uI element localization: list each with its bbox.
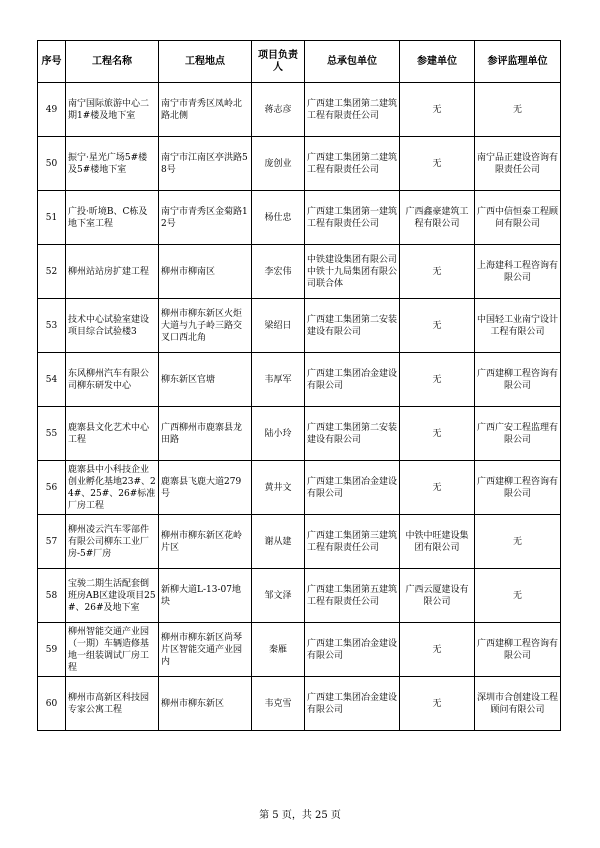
cell-project-name: 鹿寨县文化艺术中心工程 [66,407,159,461]
cell-participating-unit: 无 [400,461,475,515]
cell-participating-unit: 无 [400,623,475,677]
cell-project-manager: 韦厚军 [252,353,305,407]
cell-project-manager: 梁绍日 [252,299,305,353]
cell-project-manager: 谢从建 [252,515,305,569]
cell-participating-unit: 无 [400,677,475,731]
table-row [38,569,561,623]
cell-index: 57 [38,515,66,569]
cell-project-manager: 黄井文 [252,461,305,515]
cell-index: 54 [38,353,66,407]
cell-location: 柳州市柳东新区 [159,677,252,731]
cell-location: 柳州市柳东新区花岭片区 [159,515,252,569]
cell-general-contractor: 广西建工集团第二安装建设有限公司 [305,407,400,461]
cell-project-name: 柳州凌云汽车零部件有限公司柳东工业厂房-5#厂房 [66,515,159,569]
table-row [38,137,561,191]
cell-project-name: 振宁·星光广场5#楼及5#楼地下室 [66,137,159,191]
table-row [38,245,561,299]
table-row [38,407,561,461]
cell-location: 广西柳州市鹿寨县龙田路 [159,407,252,461]
cell-general-contractor: 广西建工集团冶金建设有限公司 [305,623,400,677]
header-project-name: 工程名称 [66,41,159,83]
table-row [38,191,561,245]
cell-general-contractor: 广西建工集团第二建筑工程有限责任公司 [305,137,400,191]
cell-supervision-unit: 广西建柳工程咨询有限公司 [475,353,561,407]
cell-supervision-unit: 中国轻工业南宁设计工程有限公司 [475,299,561,353]
cell-general-contractor: 广西建工集团第三建筑工程有限责任公司 [305,515,400,569]
cell-index: 60 [38,677,66,731]
cell-project-manager: 邹文泽 [252,569,305,623]
cell-index: 51 [38,191,66,245]
cell-location: 南宁市江南区亭洪路58号 [159,137,252,191]
cell-project-manager: 韦克雪 [252,677,305,731]
cell-location: 柳州市柳东新区火炬大道与九子岭三路交叉口西北角 [159,299,252,353]
cell-index: 50 [38,137,66,191]
table-header-row [38,41,561,83]
cell-general-contractor: 广西建工集团冶金建设有限公司 [305,677,400,731]
project-table [37,40,561,731]
header-participating-unit: 参建单位 [400,41,475,83]
table-row [38,623,561,677]
cell-participating-unit: 广西云厦建设有限公司 [400,569,475,623]
cell-index: 53 [38,299,66,353]
cell-general-contractor: 广西建工集团第二安装建设有限公司 [305,299,400,353]
cell-participating-unit: 无 [400,407,475,461]
cell-project-manager: 秦雁 [252,623,305,677]
cell-general-contractor: 广西建工集团第二建筑工程有限责任公司 [305,83,400,137]
cell-project-name: 南宁国际旅游中心二期1#楼及地下室 [66,83,159,137]
cell-project-name: 柳州站站房扩建工程 [66,245,159,299]
header-supervision-unit: 参评监理单位 [475,41,561,83]
cell-participating-unit: 无 [400,353,475,407]
table-row [38,83,561,137]
cell-project-name: 鹿寨县中小科技企业创业孵化基地23#、24#、25#、26#标准厂房工程 [66,461,159,515]
cell-supervision-unit: 南宁品正建设咨询有限责任公司 [475,137,561,191]
cell-index: 59 [38,623,66,677]
cell-supervision-unit: 广西广安工程监理有限公司 [475,407,561,461]
cell-participating-unit: 无 [400,245,475,299]
cell-index: 52 [38,245,66,299]
cell-location: 柳州市柳南区 [159,245,252,299]
cell-supervision-unit: 无 [475,569,561,623]
table-row [38,515,561,569]
cell-supervision-unit: 深圳市合创建设工程顾问有限公司 [475,677,561,731]
cell-index: 56 [38,461,66,515]
cell-index: 58 [38,569,66,623]
header-project-manager: 项目负责人 [252,41,305,83]
cell-supervision-unit: 上海建科工程咨询有限公司 [475,245,561,299]
cell-participating-unit: 广西鑫豪建筑工程有限公司 [400,191,475,245]
table-row [38,299,561,353]
cell-general-contractor: 广西建工集团第五建筑工程有限责任公司 [305,569,400,623]
cell-participating-unit: 无 [400,83,475,137]
cell-project-manager: 庞创业 [252,137,305,191]
cell-participating-unit: 中铁中旺建设集团有限公司 [400,515,475,569]
cell-general-contractor: 广西建工集团冶金建设有限公司 [305,353,400,407]
cell-supervision-unit: 广西中信恒泰工程顾问有限公司 [475,191,561,245]
table-row [38,461,561,515]
cell-supervision-unit: 广西建柳工程咨询有限公司 [475,623,561,677]
cell-project-name: 技术中心试验室建设项目综合试验楼3 [66,299,159,353]
cell-project-name: 柳州智能交通产业园（一期）车辆造修基地一组装调试厂房工程 [66,623,159,677]
header-index: 序号 [38,41,66,83]
cell-supervision-unit: 广西建柳工程咨询有限公司 [475,461,561,515]
page-footer: 第 5 页，共 25 页 [259,810,341,821]
cell-general-contractor: 中铁建设集团有限公司中铁十九局集团有限公司联合体 [305,245,400,299]
cell-location: 柳东新区官塘 [159,353,252,407]
cell-project-manager: 陆小玲 [252,407,305,461]
cell-index: 49 [38,83,66,137]
table-row [38,353,561,407]
cell-project-name: 东风柳州汽车有限公司柳东研发中心 [66,353,159,407]
cell-participating-unit: 无 [400,299,475,353]
cell-location: 新柳大道L-13-07地块 [159,569,252,623]
cell-general-contractor: 广西建工集团第一建筑工程有限责任公司 [305,191,400,245]
cell-supervision-unit: 无 [475,515,561,569]
cell-project-manager: 李宏伟 [252,245,305,299]
cell-supervision-unit: 无 [475,83,561,137]
table-row [38,677,561,731]
cell-general-contractor: 广西建工集团冶金建设有限公司 [305,461,400,515]
cell-project-name: 广投·昕境B、C栋及地下室工程 [66,191,159,245]
cell-location: 南宁市青秀区金菊路12号 [159,191,252,245]
header-location: 工程地点 [159,41,252,83]
cell-index: 55 [38,407,66,461]
cell-project-name: 柳州市高新区科技园专家公寓工程 [66,677,159,731]
cell-project-manager: 蒋志彦 [252,83,305,137]
cell-location: 鹿寨县飞鹿大道279号 [159,461,252,515]
header-general-contractor: 总承包单位 [305,41,400,83]
cell-location: 柳州市柳东新区尚琴片区智能交通产业园内 [159,623,252,677]
cell-participating-unit: 无 [400,137,475,191]
cell-project-manager: 杨仕忠 [252,191,305,245]
cell-project-name: 宝骏二期生活配套倒班房AB区建设项目25#、26#及地下室 [66,569,159,623]
cell-location: 南宁市青秀区凤岭北路北侧 [159,83,252,137]
